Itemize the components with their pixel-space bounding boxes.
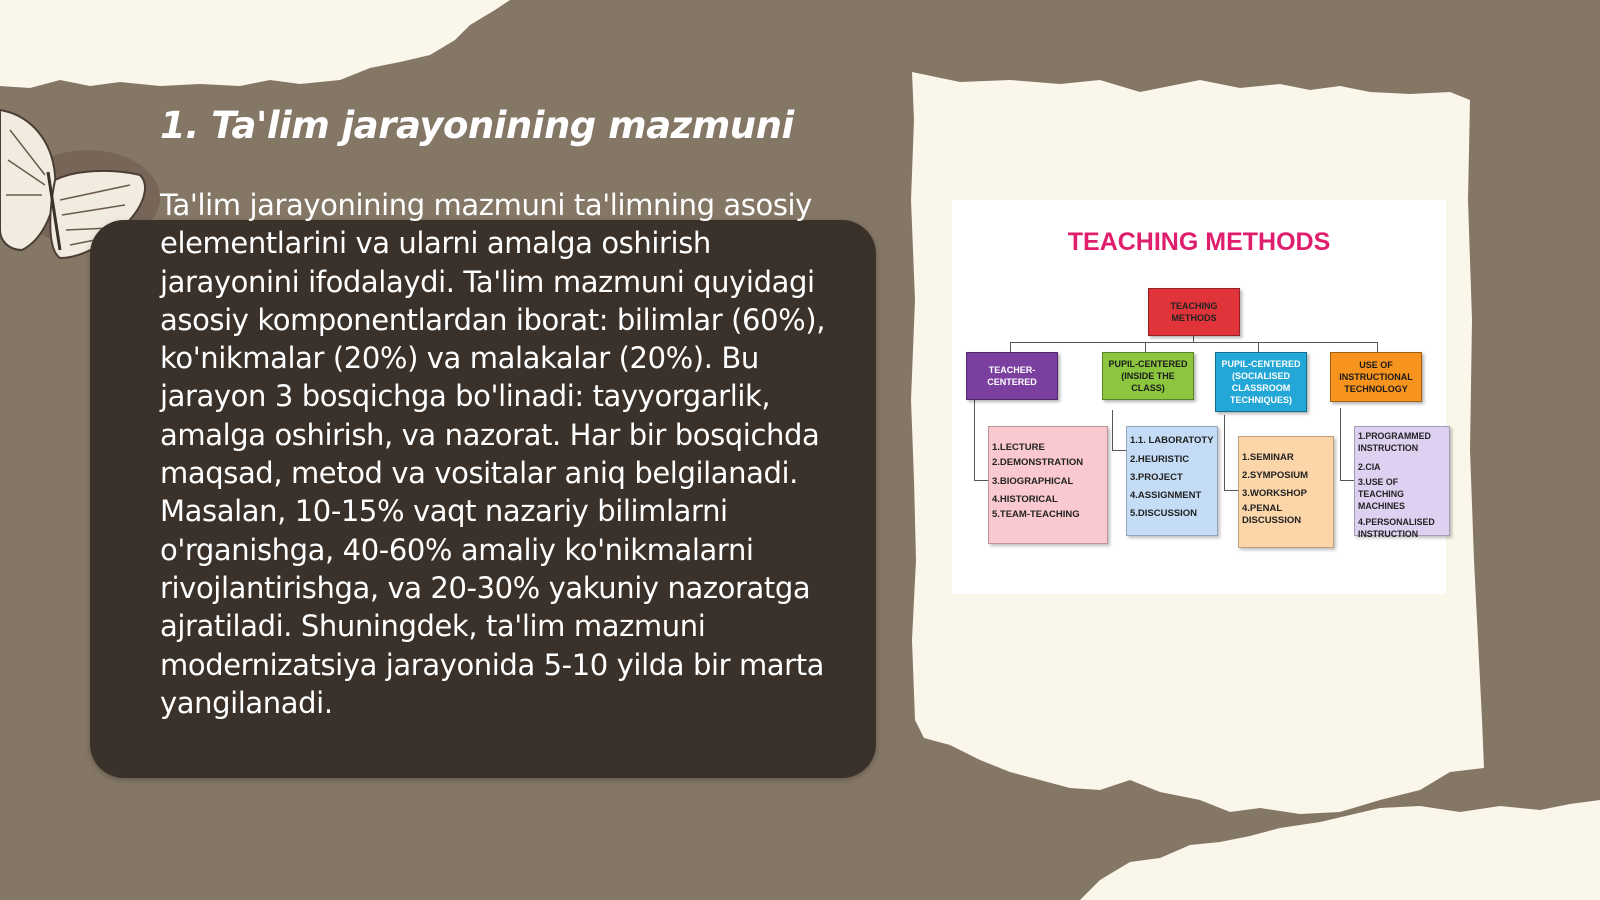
connector-line <box>1340 480 1354 481</box>
method-list-item: 4.HISTORICAL <box>992 494 1058 505</box>
method-list-item: 3.PROJECT <box>1130 472 1183 483</box>
root-node: TEACHING METHODS <box>1148 288 1240 336</box>
method-list-item: 5.DISCUSSION <box>1130 508 1198 519</box>
method-list-item: 4.PENAL DISCUSSION <box>1242 503 1302 526</box>
slide-body-text: Ta'lim jarayonining mazmuni ta'limning asosiy elementlarini va ularni amalga oshirish jarayonini ifodalaydi. Ta'lim mazmuni quyidagi asosiy komponentlardan iborat: bilimlar (60%), ko'nikmalar (20%) va malakalar (20%). Bu jarayon 3 bosqichga bo'linadi: tayyorgarlik, amalga oshirish, va nazorat. Har bir bosqichda maqsad, metod va vositalar aniq belgilanadi. Masalan, 10-15% vaqt nazariy bilimlarni o'rganishga, 40-60% amaliy ko'nikmalarni rivojlantirishga, va 20-30% yakuniy nazoratga ajratiladi. Shuningdek, ta'lim mazmuni modernizatsiya jarayonida 5-10 yilda bir marta yangilanadi. <box>160 188 826 720</box>
connector-line <box>1258 342 1259 352</box>
connector-line <box>1112 450 1126 451</box>
category-node: PUPIL-CENTERED (SOCIALISED CLASSROOM TECHNIQUES) <box>1215 352 1307 412</box>
method-list <box>988 426 1108 544</box>
method-list-item: 5.TEAM-TEACHING <box>992 509 1080 520</box>
method-list-item: 2.HEURISTIC <box>1130 454 1190 465</box>
connector-line <box>1224 415 1225 490</box>
connector-line <box>974 400 975 480</box>
method-list-item: 4.ASSIGNMENT <box>1130 490 1202 501</box>
teaching-methods-diagram <box>952 200 1446 594</box>
method-list <box>1354 426 1450 539</box>
connector-line <box>1224 490 1238 491</box>
connector-line <box>974 480 988 481</box>
method-list-item: 3.USE OF TEACHING MACHINES <box>1358 477 1405 511</box>
method-list-item: 4.PERSONALISED INSTRUCTION <box>1358 517 1435 539</box>
method-list-item: 2.DEMONSTRATION <box>992 457 1084 468</box>
category-node: PUPIL-CENTERED (INSIDE THE CLASS) <box>1102 352 1194 400</box>
connector-line <box>1145 342 1146 352</box>
method-list-item: 3.WORKSHOP <box>1242 488 1307 499</box>
method-list-item: 2.SYMPOSIUM <box>1242 470 1308 481</box>
slide-title: 1. Ta'lim jarayonining mazmuni <box>160 104 794 147</box>
method-list-item: 1.1. LABORATOTY <box>1130 435 1214 446</box>
category-node: TEACHER-CENTERED <box>966 352 1058 400</box>
connector-line <box>1010 342 1378 343</box>
method-list-item: 2.CIA <box>1358 462 1381 472</box>
connector-line <box>1112 410 1113 450</box>
method-list-item: 1.PROGRAMMED INSTRUCTION <box>1358 431 1431 453</box>
connector-line <box>1377 342 1378 352</box>
diagram-title: TEACHING METHODS <box>1067 228 1331 256</box>
connector-line <box>1010 342 1011 352</box>
method-list <box>1238 436 1334 548</box>
method-list-item: 1.LECTURE <box>992 442 1045 453</box>
method-list-item: 3.BIOGRAPHICAL <box>992 476 1074 487</box>
method-list <box>1126 426 1218 536</box>
method-list-item: 1.SEMINAR <box>1242 452 1294 463</box>
category-node: USE OF INSTRUCTIONAL TECHNOLOGY <box>1330 352 1422 402</box>
connector-line <box>1340 408 1341 480</box>
